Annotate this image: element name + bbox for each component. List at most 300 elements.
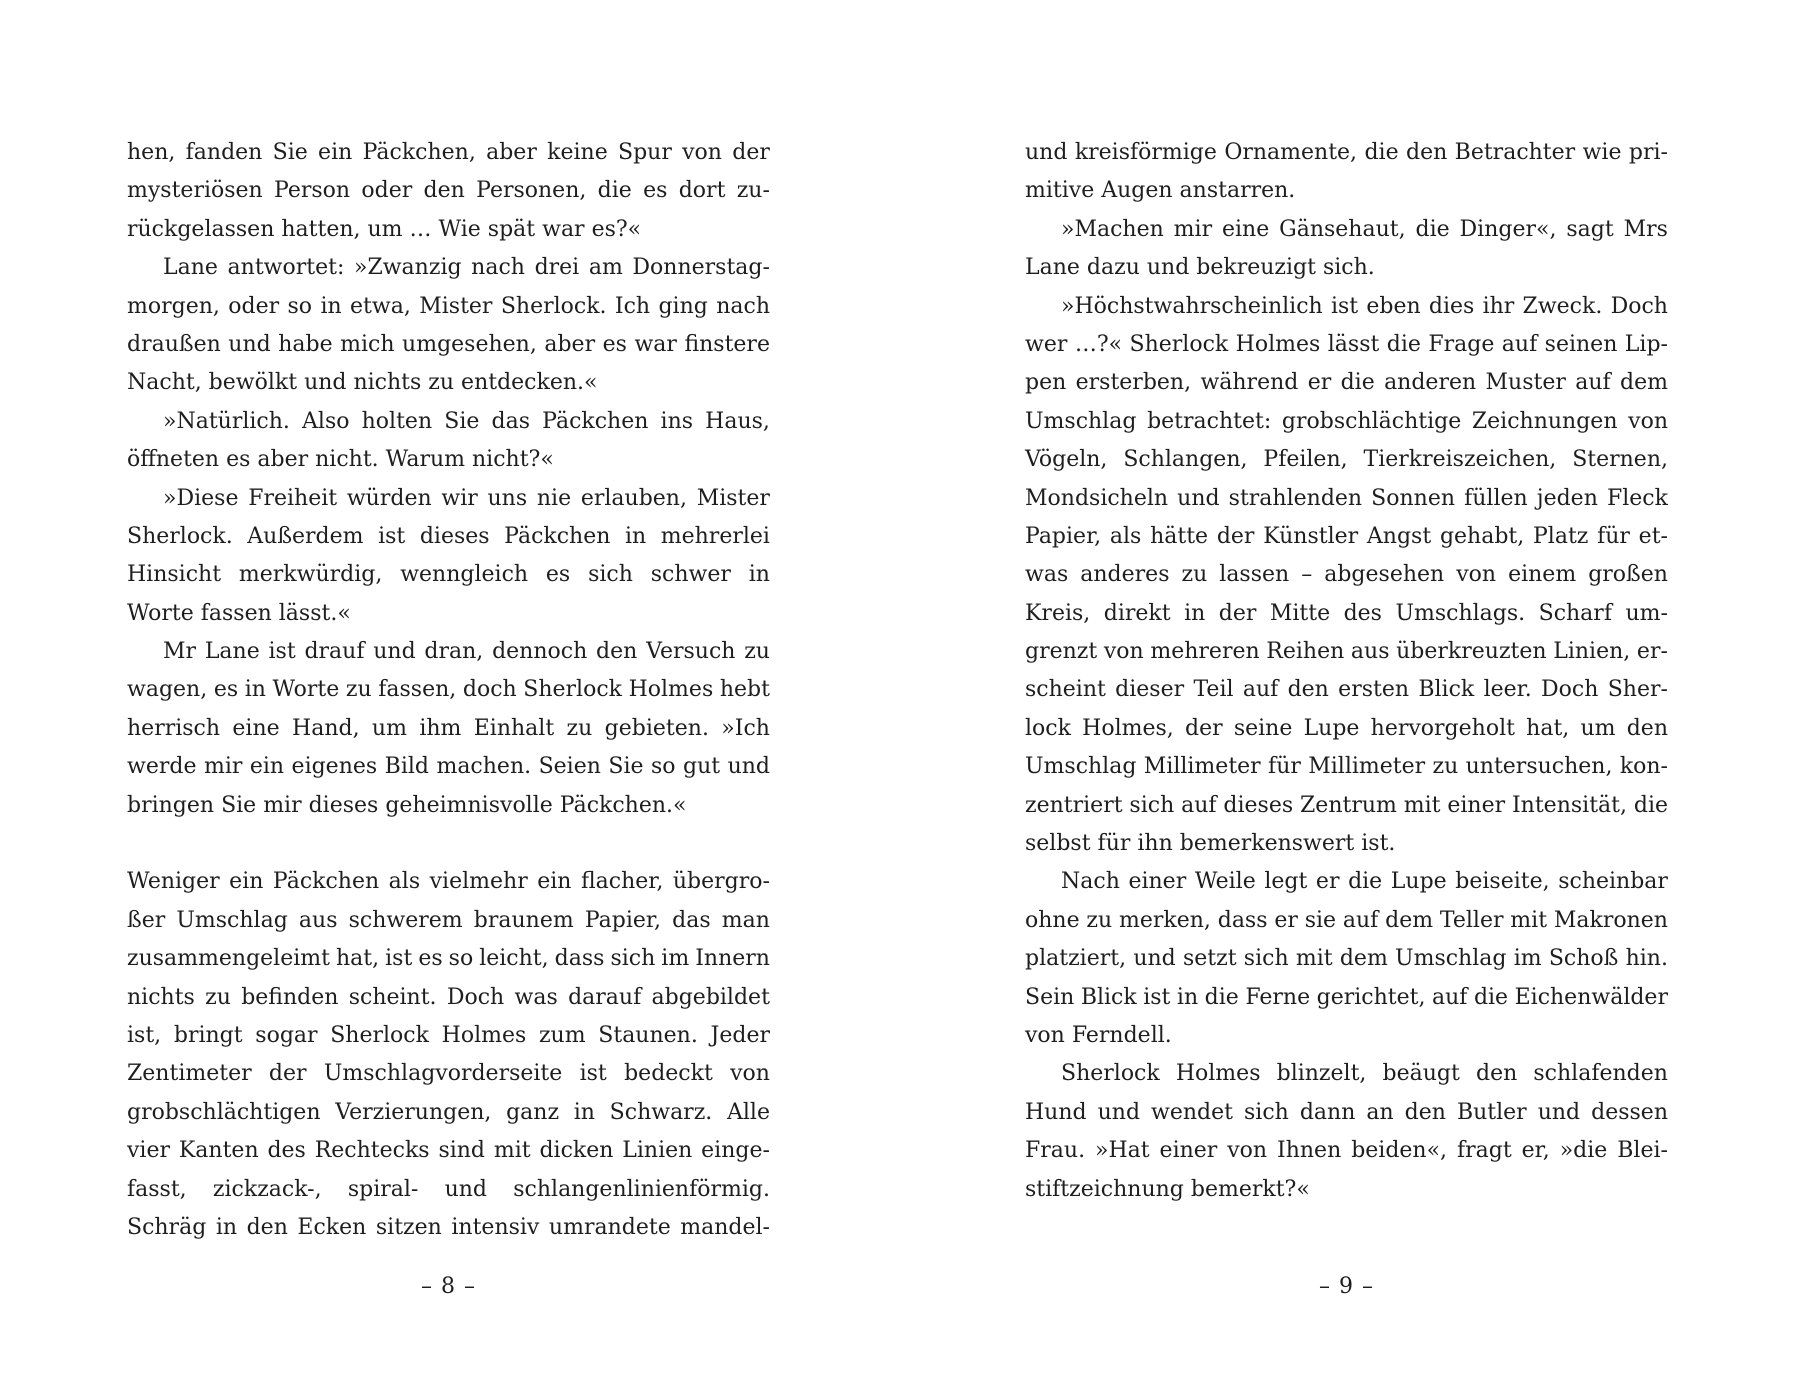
word: für [1268, 754, 1301, 780]
word: den [1626, 715, 1668, 741]
text-line [1025, 403, 1668, 441]
word: den [246, 1214, 288, 1240]
paragraph-gap [127, 825, 770, 863]
text-line: Worte fassen lässt.« [127, 600, 351, 626]
word: es [602, 331, 627, 357]
word: »Hat [1095, 1138, 1150, 1164]
word: bedeckt [624, 1061, 713, 1087]
word: leicht, [479, 946, 549, 972]
word: es [545, 562, 571, 588]
word: bringt [173, 1022, 243, 1048]
word: und [1537, 1099, 1581, 1125]
word: pri- [1628, 140, 1668, 165]
word: Mr [163, 639, 197, 665]
word: ist [579, 1061, 607, 1087]
word: kon- [1619, 754, 1668, 780]
word: kreisförmige [1074, 140, 1217, 165]
word: zu [566, 715, 593, 741]
text-line: Nacht, bewölkt und nichts zu entdecken.« [127, 370, 598, 396]
word: mit [1403, 792, 1441, 818]
word: aber [544, 331, 596, 357]
text-block [127, 134, 770, 1247]
word: eigenes [291, 754, 378, 780]
word: Alle [726, 1099, 770, 1125]
word: und [444, 1176, 488, 1202]
text-line [127, 134, 770, 172]
word: Papier, [584, 907, 661, 933]
word: und [373, 639, 416, 665]
word: Millimeter [1308, 754, 1426, 780]
word: »Ich [721, 715, 770, 741]
word: Sherlock. [127, 523, 233, 549]
word: merkwürdig, [238, 562, 383, 588]
word: er [1307, 370, 1332, 396]
word: Frage [1428, 331, 1495, 357]
word: Weniger [127, 869, 220, 895]
word: direkt [1103, 600, 1171, 626]
word: Vögeln, [1025, 447, 1108, 473]
word: des [267, 1138, 306, 1164]
word: strahlenden [1228, 485, 1363, 511]
word: sich [1244, 1099, 1289, 1125]
word: Sonnen [1371, 485, 1456, 511]
word: ist [1143, 984, 1171, 1010]
word: schlangenlinienförmig. [513, 1176, 770, 1202]
word: dies [1428, 293, 1475, 319]
word: merken, [1119, 907, 1211, 933]
word: wendet [1151, 1099, 1233, 1125]
word: Ecken [297, 1214, 367, 1240]
word: eine [1221, 216, 1270, 242]
word: nie [536, 485, 572, 511]
text-line [127, 1094, 770, 1132]
word: um [1580, 715, 1616, 741]
text-line [1025, 595, 1668, 633]
word: setzt [1182, 946, 1237, 972]
word: ihr [1482, 293, 1515, 319]
word: mandel- [680, 1214, 770, 1240]
text-line [1025, 1094, 1668, 1132]
word: leer. [1483, 677, 1532, 703]
word: in [320, 293, 342, 319]
word: einer [1128, 869, 1187, 895]
word: Angst [1366, 523, 1432, 549]
text-line [127, 671, 770, 709]
word: Päckchen [542, 408, 649, 434]
word: dem [1620, 370, 1668, 396]
word: dieser [1115, 677, 1185, 703]
word: sich [588, 562, 633, 588]
word: am [588, 255, 623, 281]
word: spiral- [347, 1176, 419, 1202]
text-line: rückgelassen hatten, um … Wie spät war es?« [127, 216, 642, 242]
word: Holmes [1175, 1061, 1261, 1087]
word: machen. [436, 754, 532, 780]
word: Linien, [1553, 639, 1631, 665]
word: für [1597, 523, 1630, 549]
word: um- [1625, 600, 1668, 626]
word: zickzack-, [212, 1176, 322, 1202]
word: erlauben, [580, 485, 687, 511]
word: ging [658, 293, 708, 319]
word: habe [278, 331, 333, 357]
word: sagt [1566, 216, 1614, 242]
text-line [127, 403, 770, 441]
word: Teil [1193, 677, 1234, 703]
word: Ich [614, 293, 651, 319]
word: der [1218, 600, 1257, 626]
word: intensiv [451, 1214, 540, 1240]
text-line: stiftzeichnung bemerkt?« [1025, 1176, 1310, 1202]
word: Ferne [1245, 984, 1311, 1010]
word: Sie [444, 408, 480, 434]
word: ist [1330, 293, 1359, 319]
word: Reihen [1266, 639, 1345, 665]
word: Schräg [127, 1214, 207, 1240]
word: dann [1299, 1099, 1356, 1125]
text-line [1025, 1055, 1668, 1093]
word: mich [340, 331, 395, 357]
word: auf [1242, 677, 1279, 703]
page-recto [1025, 134, 1668, 1364]
word: der [268, 1061, 307, 1087]
word: Lupe [1390, 869, 1447, 895]
word: Kanten [178, 1138, 259, 1164]
text-line [1025, 710, 1668, 748]
word: eine [232, 715, 280, 741]
word: Bild [384, 754, 429, 780]
word: doch [462, 677, 517, 703]
word: des [1343, 600, 1382, 626]
word: in [624, 523, 647, 549]
text-line [127, 940, 770, 978]
word: die [1364, 140, 1399, 165]
word: Versuch [646, 639, 736, 665]
word: darauf [568, 984, 642, 1010]
word: Umschlag [176, 907, 288, 933]
word: umrandete [548, 1214, 671, 1240]
word: Teller [1439, 907, 1504, 933]
word: beäugt [1382, 1061, 1460, 1087]
word: ersten [1338, 677, 1410, 703]
word: ist [385, 946, 413, 972]
word: ins [660, 408, 694, 434]
word: lock [1025, 715, 1071, 741]
word: wagen, [127, 677, 208, 703]
word: ein [318, 140, 353, 165]
word: platziert, [1025, 946, 1127, 972]
word: eben [1366, 293, 1421, 319]
text-line [127, 288, 770, 326]
word: fragt [1457, 1138, 1512, 1164]
word: Umschlag [1025, 408, 1137, 434]
word: Doch [1610, 293, 1668, 319]
text-line [1025, 633, 1668, 671]
word: zu- [736, 178, 770, 204]
word: so [287, 293, 313, 319]
word: Doch [446, 984, 505, 1010]
word: zu [1086, 907, 1113, 933]
word: Mrs [1623, 216, 1668, 242]
word: seine [1233, 715, 1293, 741]
word: Betrachter [1454, 140, 1576, 165]
word: Lupe [1303, 715, 1360, 741]
word: befinden [241, 984, 339, 1010]
text-line: mitive Augen anstarren. [1025, 178, 1296, 204]
text-line [127, 979, 770, 1017]
text-line [127, 1171, 770, 1209]
word: schlafenden [1533, 1061, 1668, 1087]
word: Weile [1194, 869, 1256, 895]
text-line [127, 556, 770, 594]
word: Zentrum [1300, 792, 1397, 818]
word: großen [1588, 562, 1668, 588]
word: einer [1447, 792, 1506, 818]
word: Hinsicht [127, 562, 222, 588]
word: mit [493, 1138, 531, 1164]
text-line [127, 326, 770, 364]
text-line [127, 748, 770, 786]
word: Hand, [292, 715, 360, 741]
word: schwer [650, 562, 731, 588]
word: dennoch [492, 639, 588, 665]
word: flacher, [580, 869, 664, 895]
word: Worte [272, 677, 340, 703]
word: betrachtet: [1147, 408, 1272, 434]
word: Blick [1080, 984, 1137, 1010]
text-line [127, 1017, 770, 1055]
text-line: selbst für ihn bemerkenswert ist. [1025, 831, 1396, 857]
word: »Diese [163, 485, 239, 511]
word: übergro- [672, 869, 770, 895]
word: Päckchen, [362, 140, 476, 165]
word: Schlangen, [1123, 447, 1248, 473]
word: sind [438, 1138, 486, 1164]
word: aber [486, 140, 537, 165]
word: Scharf [1538, 600, 1612, 626]
word: gut [683, 754, 721, 780]
word: einem [1508, 562, 1577, 588]
word: Holmes [1235, 331, 1321, 357]
word: …?« [1074, 331, 1123, 357]
word: in [244, 677, 266, 703]
word: in [573, 1099, 595, 1125]
word: keine [547, 140, 608, 165]
word: den [1405, 140, 1448, 165]
word: hat, [336, 946, 380, 972]
text-line: öffneten es aber nicht. Warum nicht?« [127, 447, 554, 473]
word: in [1176, 984, 1199, 1010]
text-line [127, 1132, 770, 1170]
word: den [1404, 1099, 1446, 1125]
word: beiseite, [1455, 869, 1550, 895]
word: abgesehen [1324, 562, 1445, 588]
word: mir [1173, 216, 1213, 242]
word: schwerem [348, 907, 463, 933]
word: und [1133, 946, 1176, 972]
word: die [1633, 792, 1668, 818]
text-line [1025, 518, 1668, 556]
word: auf [1575, 370, 1611, 396]
word: herrisch [127, 715, 221, 741]
word: ßer [127, 907, 166, 933]
word: Zentimeter [127, 1061, 252, 1087]
text-line [1025, 480, 1668, 518]
word: beiden«, [1351, 1138, 1448, 1164]
word: wir [441, 485, 478, 511]
word: dort [678, 178, 726, 204]
word: Kreis, [1025, 600, 1091, 626]
word: »Machen [1061, 216, 1164, 242]
word: lässt [1327, 331, 1380, 357]
text-block [1025, 134, 1668, 1209]
word: gehabt, [1439, 523, 1525, 549]
word: das [491, 408, 531, 434]
word: Künstler [1263, 523, 1359, 549]
word: Frau. [1025, 1138, 1086, 1164]
word: Umschlags. [1395, 600, 1526, 626]
text-line [127, 480, 770, 518]
word: mysteriösen [127, 178, 263, 204]
word: zentriert [1025, 792, 1123, 818]
word: er [1315, 869, 1340, 895]
word: es [213, 677, 239, 703]
word: sich [1243, 946, 1289, 972]
word: wie [1582, 140, 1622, 165]
word: Haus, [705, 408, 770, 434]
text-line [127, 1055, 770, 1093]
word: et- [1638, 523, 1668, 549]
word: sich [1129, 792, 1175, 818]
word: gebieten. [604, 715, 709, 741]
word: pen [1025, 370, 1067, 396]
word: und [228, 331, 271, 357]
word: die [597, 178, 632, 204]
word: zu [345, 677, 372, 703]
word: von [1456, 562, 1497, 588]
word: Lane [204, 639, 260, 665]
word: etwa, [350, 293, 411, 319]
word: Blei- [1617, 1138, 1668, 1164]
word: Sherlock [523, 677, 622, 703]
word: nichts [127, 984, 195, 1010]
word: dass [1217, 907, 1268, 933]
word: Sherlock. [500, 293, 607, 319]
text-line: Lane dazu und bekreuzigt sich. [1025, 255, 1375, 281]
word: aus [1350, 639, 1390, 665]
word: grenzt [1025, 639, 1098, 665]
word: sie [1304, 907, 1337, 933]
word: uns [487, 485, 528, 511]
word: er- [1636, 639, 1668, 665]
word: dem [1339, 946, 1388, 972]
word: hat, [1526, 715, 1570, 741]
word: die [1340, 370, 1375, 396]
word: nach [716, 293, 770, 319]
word: dass [554, 946, 605, 972]
text-line [1025, 979, 1668, 1017]
word: ersterben, [1075, 370, 1192, 396]
word: zu [1181, 562, 1208, 588]
word: so [448, 946, 474, 972]
word: – [1301, 562, 1313, 588]
word: von [1103, 639, 1144, 665]
word: Intensität, [1511, 792, 1627, 818]
word: von [682, 140, 722, 165]
word: scheinbar [1558, 869, 1668, 895]
word: nach [471, 255, 525, 281]
word: hen, [127, 140, 176, 165]
word: Zweck. [1522, 293, 1603, 319]
word: wer [1025, 331, 1068, 357]
word: hin. [1625, 946, 1668, 972]
word: Personen, [476, 178, 587, 204]
word: drauf [304, 639, 365, 665]
word: überkreuzten [1396, 639, 1547, 665]
word: ein [229, 869, 264, 895]
word: fasst, [127, 1176, 187, 1202]
word: Umschlag [1025, 754, 1137, 780]
word: Schwarz. [609, 1099, 713, 1125]
word: vier [127, 1138, 171, 1164]
word: blinzelt, [1276, 1061, 1367, 1087]
word: holten [361, 408, 433, 434]
word: seinen [1544, 331, 1618, 357]
word: Sie [272, 140, 308, 165]
word: ganz [506, 1099, 560, 1125]
word: Zeichnungen [1471, 408, 1618, 434]
word: draußen [127, 331, 221, 357]
word: Makronen [1553, 907, 1668, 933]
word: »Höchstwahrscheinlich [1061, 293, 1323, 319]
word: den [1287, 677, 1329, 703]
word: der [1184, 715, 1223, 741]
text-line [1025, 288, 1668, 326]
word: auf [1501, 331, 1538, 357]
word: sich [610, 946, 656, 972]
word: und [1097, 1099, 1141, 1125]
word: dieses [419, 523, 490, 549]
word: Platz [1532, 523, 1589, 549]
page-number: – 9 – [1319, 1274, 1374, 1299]
word: auf [1181, 792, 1217, 818]
word: Holmes [441, 1022, 527, 1048]
word: die [1348, 869, 1383, 895]
word: füllen [1464, 485, 1528, 511]
word: Sternen, [1572, 447, 1668, 473]
word: Tierkreiszeichen, [1363, 447, 1557, 473]
word: Sherlock [330, 1022, 429, 1048]
word: antwortet: [227, 255, 345, 281]
word: oder [361, 178, 413, 204]
word: hervorgeholt [1370, 715, 1515, 741]
word: zusammengeleimt [127, 946, 330, 972]
word: Hund [1025, 1099, 1087, 1125]
word: Lane [163, 255, 218, 281]
text-line [127, 902, 770, 940]
word: anderen [1384, 370, 1477, 396]
word: als [388, 869, 421, 895]
word: er, [1521, 1138, 1550, 1164]
word: Nach [1061, 869, 1120, 895]
word: Päckchen [272, 869, 380, 895]
text-line [1025, 134, 1668, 172]
word: anderes [1080, 562, 1170, 588]
text-line [1025, 787, 1668, 825]
word: dieses [1223, 792, 1294, 818]
text-line [1025, 441, 1668, 479]
word: ohne [1025, 907, 1080, 933]
